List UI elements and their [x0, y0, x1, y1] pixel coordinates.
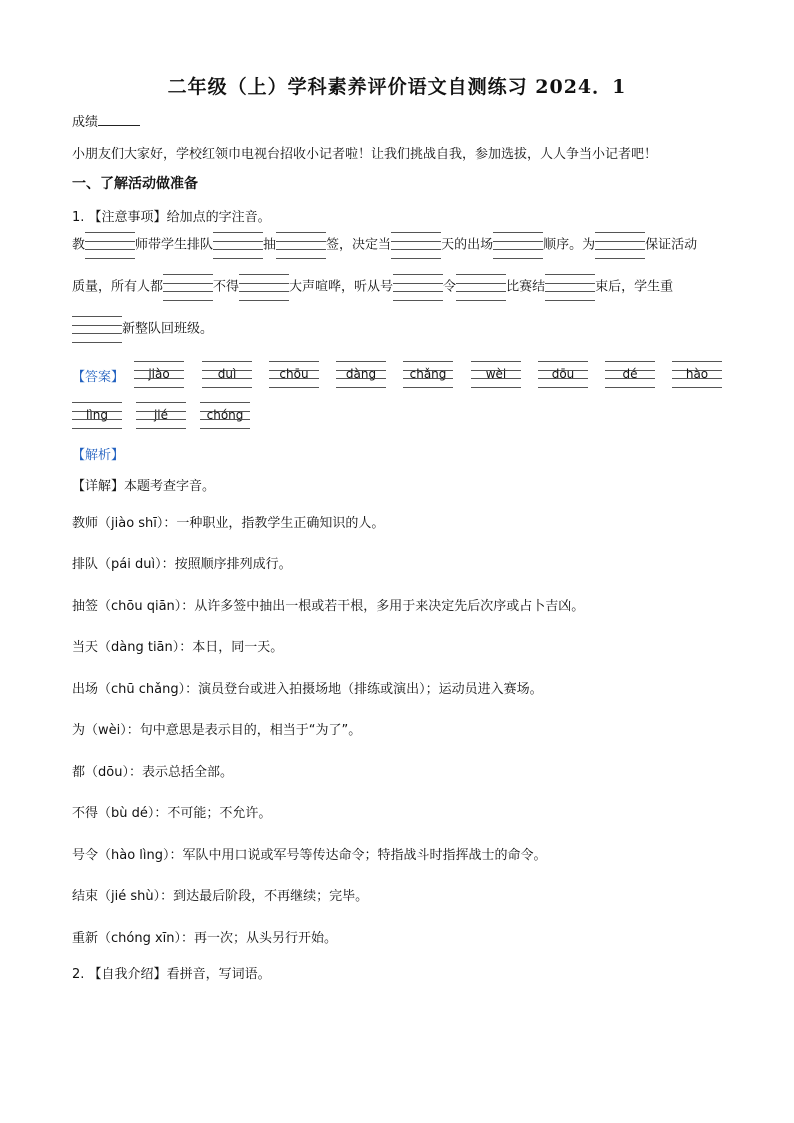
answer-pinyin: chǎng [409, 367, 447, 381]
score-label: 成绩 [72, 115, 99, 130]
detail-tag: 【详解】 [72, 479, 125, 494]
pinyin-blank[interactable] [163, 274, 213, 300]
answer-pinyin-box [605, 361, 655, 387]
explanation-item: 为（wèi）：句中意思是表示目的，相当于“为了”。 [72, 723, 362, 738]
explanation-item: 都（dōu）：表示总括全部。 [72, 765, 233, 780]
answer-pinyin: hào [685, 367, 709, 381]
sentence-text: 天的出场 [441, 237, 494, 253]
sentence-text: 令 [443, 279, 457, 295]
sentence-text: 师带学生排队 [135, 237, 214, 253]
answer-label: 【答案】 [72, 370, 125, 385]
answer-row-2 [72, 402, 272, 428]
sentence-text: 抽 [263, 237, 277, 253]
pinyin-blank[interactable] [85, 232, 135, 258]
page-title: 二年级（上）学科素养评价语文自测练习 2024．1 [167, 76, 627, 98]
explanation-item: 号令（hào lìng）：军队中用口说或军号等传达命令；特指战斗时指挥战士的命令。 [72, 848, 547, 863]
sentence-text: 顺序。为 [543, 237, 596, 253]
answer-pinyin-box [134, 361, 184, 387]
question-tag: 【注意事项】 [88, 210, 167, 225]
pinyin-blank[interactable] [456, 274, 506, 300]
answer-pinyin: jiào [148, 367, 170, 381]
answer-pinyin: chōu [279, 367, 309, 381]
question-tag: 【自我介绍】 [88, 967, 167, 982]
explanation-item: 重新（chóng xīn）：再一次；从头另行开始。 [72, 931, 338, 946]
explanation-item: 排队（pái duì）：按照顺序排列成行。 [72, 557, 292, 572]
sentence-text: 保证活动 [645, 237, 698, 253]
answer-pinyin: dàng [345, 367, 377, 381]
explanation-item: 教师（jiào shī）：一种职业，指教学生正确知识的人。 [72, 516, 385, 531]
sentence-text: 签，决定当 [326, 237, 392, 253]
answer-pinyin-box [269, 361, 319, 387]
question-2-heading [72, 963, 271, 982]
intro-text: 小朋友们大家好，学校红领巾电视台招收小记者啦！让我们挑战自我，参加选拔，人人争当小记者吧！ [72, 147, 658, 162]
pinyin-blank[interactable] [545, 274, 595, 300]
score-blank [98, 113, 140, 126]
sentence-text: 质量，所有人都 [72, 279, 164, 295]
pinyin-blank[interactable] [393, 274, 443, 300]
sentence-text: 束后，学生重 [595, 279, 674, 295]
sentence-text: 新整队回班级。 [122, 321, 214, 337]
question-number: 2. [72, 967, 85, 982]
answer-pinyin: dé [622, 367, 638, 381]
answer-row-1 [72, 361, 732, 387]
section-heading-1: 一、了解活动做准备 [72, 176, 198, 192]
explanation-item: 当天（dàng tiān）：本日，同一天。 [72, 640, 284, 655]
explanation-item: 抽签（chōu qiān）：从许多签中抽出一根或若干根，多用于来决定先后次序或占卜吉凶。 [72, 599, 585, 614]
analysis-label: 【解析】 [72, 448, 125, 463]
sentence-text: 比赛结 [506, 279, 546, 295]
answer-pinyin-box [403, 361, 453, 387]
sentence-text: 不得 [213, 279, 240, 295]
sentence-text: 教 [72, 237, 86, 253]
pinyin-blank[interactable] [493, 232, 543, 258]
answer-pinyin: dōu [551, 367, 575, 381]
pinyin-blank[interactable] [276, 232, 326, 258]
question-number: 1. [72, 210, 85, 225]
answer-pinyin-box [336, 361, 386, 387]
detail-text: 本题考查字音。 [124, 479, 216, 494]
pinyin-blank[interactable] [239, 274, 289, 300]
explanation-item: 不得（bù dé）：不可能；不允许。 [72, 806, 272, 821]
detail-line [72, 475, 215, 494]
answer-pinyin: jié [153, 408, 169, 422]
answer-pinyin-box [72, 402, 122, 428]
question-1-heading [72, 206, 271, 225]
question-1-sentence-line-2 [72, 274, 673, 301]
answer-pinyin-box [136, 402, 186, 428]
question-instruction: 看拼音，写词语。 [166, 967, 271, 982]
pinyin-blank[interactable] [391, 232, 441, 258]
question-1-sentence-line-1 [72, 232, 697, 259]
answer-pinyin-box [200, 402, 250, 428]
answer-pinyin-box [672, 361, 722, 387]
score-line [72, 111, 140, 130]
question-1-sentence-line-3 [72, 316, 213, 343]
answer-pinyin: lìng [86, 408, 108, 422]
explanation-item: 结束（jié shù）：到达最后阶段，不再继续；完毕。 [72, 889, 369, 904]
pinyin-blank[interactable] [72, 316, 122, 342]
pinyin-blank[interactable] [213, 232, 263, 258]
answer-pinyin-box [471, 361, 521, 387]
explanation-item: 出场（chū chǎng）：演员登台或进入拍摄场地（排练或演出）；运动员进入赛场。 [72, 682, 543, 697]
sentence-text: 大声喧哗，听从号 [289, 279, 394, 295]
answer-pinyin: wèi [485, 367, 507, 381]
answer-pinyin-box [538, 361, 588, 387]
answer-pinyin: duì [217, 367, 237, 381]
answer-pinyin-box [202, 361, 252, 387]
pinyin-blank[interactable] [595, 232, 645, 258]
question-instruction: 给加点的字注音。 [166, 210, 271, 225]
answer-pinyin: chóng [206, 408, 244, 422]
